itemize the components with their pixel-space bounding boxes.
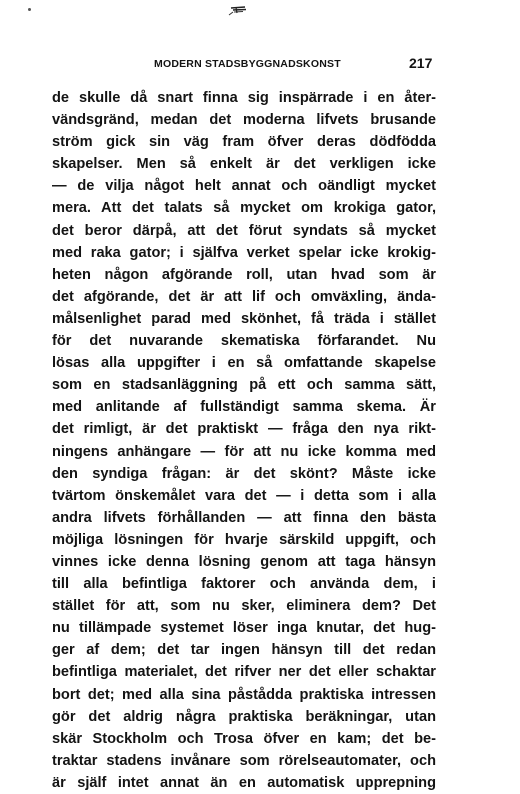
text-line: ger af dem; det tar ingen hänsyn till det redan xyxy=(52,642,436,659)
page-number: 217 xyxy=(409,55,433,71)
text-line: skapelser. Men så enkelt är det verkligen icke xyxy=(52,156,436,173)
text-line: målsenlighet parad med skönhet, få träda i stället xyxy=(52,310,436,327)
text-line: möjliga lösningen för hvarje särskild uppgift, och xyxy=(52,531,436,548)
text-line: för det nuvarande skematiska förfarandet. Nu xyxy=(52,333,436,350)
text-line: ström gick sin väg fram öfver deras dödfödda xyxy=(52,134,436,151)
text-line: traktar stadens invånare som rörelseautomater, och xyxy=(52,752,436,769)
text-line: befintliga materialet, det rifver ner det eller schaktar xyxy=(52,664,436,681)
text-line: det beror därpå, att det förut syndats så mycket xyxy=(52,222,436,239)
running-head-title: MODERN STADSBYGGNADSKONST xyxy=(154,58,341,70)
text-line: — de vilja något helt annat och oändligt mycket xyxy=(52,178,436,195)
text-line: som en stadsanläggning på ett och samma sätt, xyxy=(52,377,436,394)
text-line: tvärtom önskemålet vara det — i detta som i alla xyxy=(52,487,436,504)
text-line: andra lifvets förhållanden — att finna den bästa xyxy=(52,509,436,526)
text-line: vändsgränd, medan det moderna lifvets brusande xyxy=(52,112,436,129)
text-line: stället för att, som nu sker, eliminera dem? Det xyxy=(52,598,436,615)
text-line: de skulle då snart finna sig inspärrade i en åter- xyxy=(52,90,436,106)
text-line: den syndiga frågan: är det skönt? Måste icke xyxy=(52,465,436,482)
text-line: det rimligt, är det praktiskt — fråga den nya rikt- xyxy=(52,421,436,438)
text-line: heten någon afgörande roll, utan hvad som är xyxy=(52,266,436,283)
text-line: det afgörande, det är att lif och omväxling, ända- xyxy=(52,288,436,305)
text-line: lösas alla uppgifter i en så omfattande skapelse xyxy=(52,355,436,372)
text-line: ningens anhängare — för att nu icke komma med xyxy=(52,443,436,460)
printer-ornament-icon xyxy=(226,3,250,17)
text-line: med raka gator; i själfva verket spelar icke krokig- xyxy=(52,244,436,261)
body-text xyxy=(52,87,436,794)
text-line: till alla befintliga faktorer och använda dem, i xyxy=(52,576,436,593)
text-line: vinnes icke denna lösning genom att taga hänsyn xyxy=(52,553,436,570)
text-line: gör det aldrig några praktiska beräkningar, utan xyxy=(52,708,436,725)
text-line: är själf intet annat än en automatisk upprepning xyxy=(52,774,436,791)
text-line: bort det; med alla sina påstådda praktiska intressen xyxy=(52,686,436,703)
text-line: skär Stockholm och Trosa öfver en kam; det be- xyxy=(52,730,436,747)
text-line: mera. Att det talats så mycket om krokiga gator, xyxy=(52,200,436,217)
text-line: med anlitande af fullständigt samma skema. Är xyxy=(52,399,436,416)
ink-speck xyxy=(28,8,31,11)
text-line: nu tillämpade systemet löser inga knutar, det hug- xyxy=(52,620,436,637)
